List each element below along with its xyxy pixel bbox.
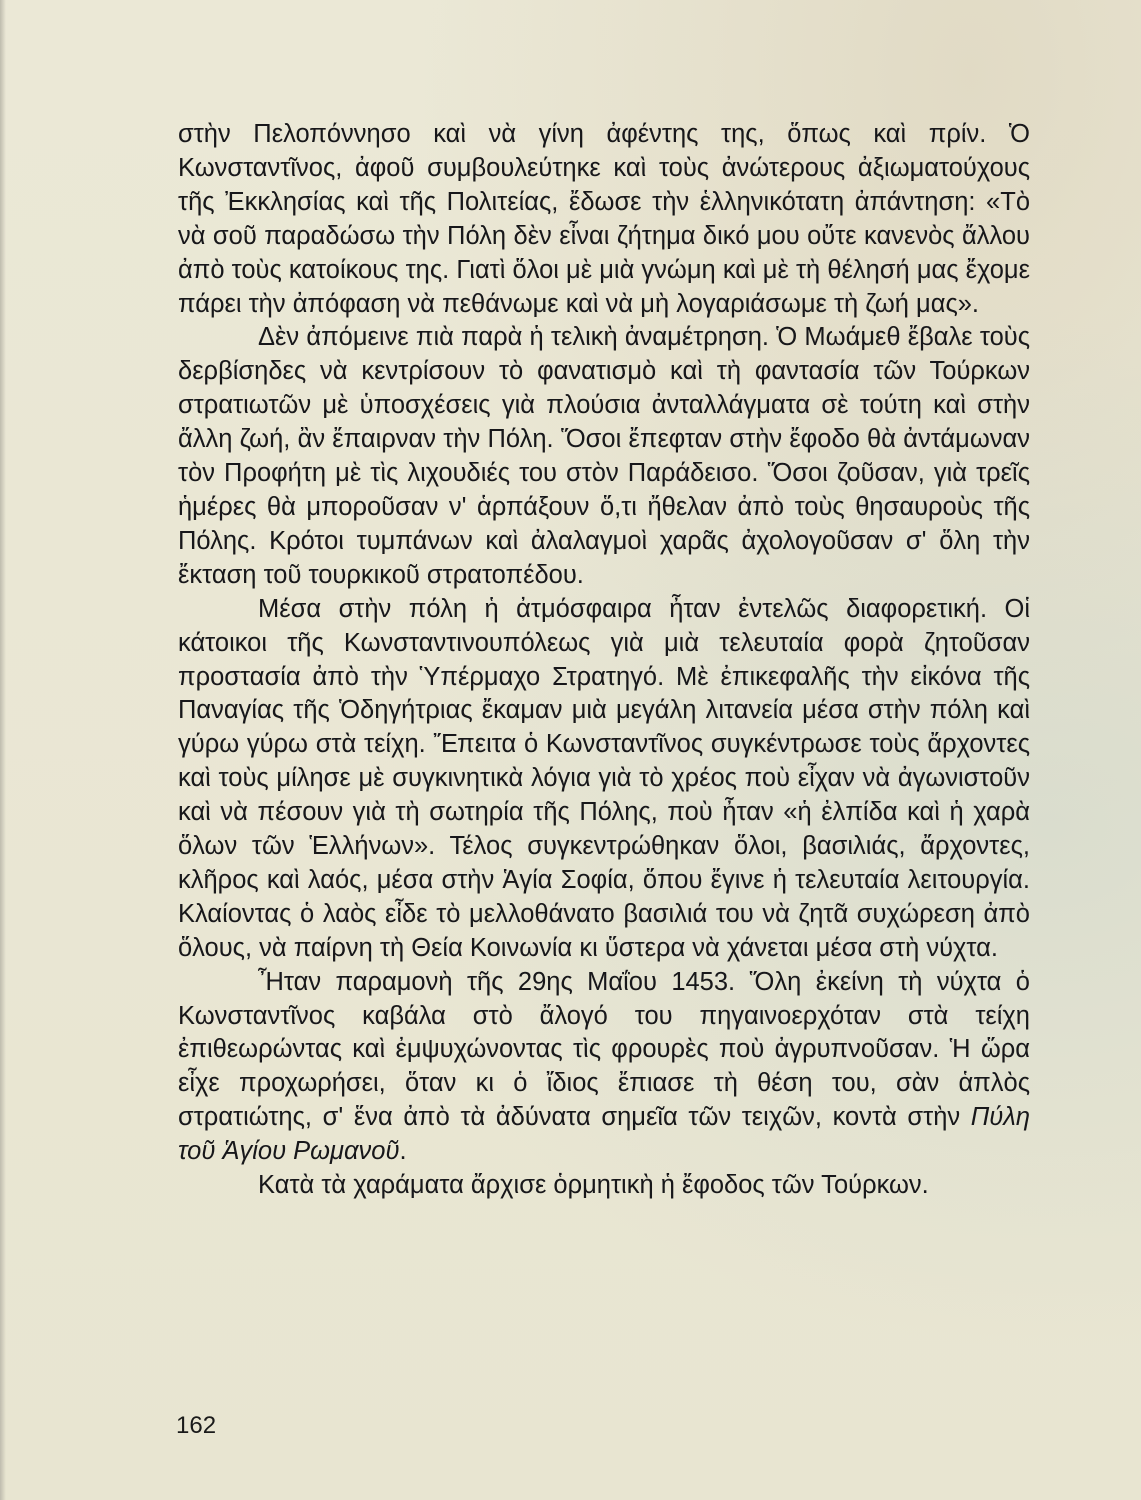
body-text — [178, 118, 1030, 1203]
paragraph-4-after: . — [399, 1137, 407, 1166]
paragraph-4 — [178, 966, 1030, 1169]
paragraph-1: στὴν Πελοπόννησο καὶ νὰ γίνη ἀφέντης της, ὅπως καὶ πρίν. Ὁ Κωνσταντῖνος, ἀφοῦ συμβουλεύτηκε καὶ τοὺς ἀνώτερους ἀξιωματούχους τῆς Ἐκκλησίας καὶ τῆς Πολιτείας, ἔδωσε τὴν ἑλληνικότατη ἀπάντηση: «Τὸ νὰ σοῦ παραδώσω τὴν Πόλη δὲν εἶναι ζήτημα δικό μου οὔτε κανενὸς ἄλλου ἀπὸ τοὺς κατοίκους της. Γιατὶ ὅλοι μὲ μιὰ γνώμη καὶ μὲ τὴ θέλησή μας ἔχομε πάρει τὴν ἀπόφαση νὰ πεθάνωμε καὶ νὰ μὴ λογαριάσωμε τὴ ζωή μας». — [178, 120, 1030, 318]
page-edge-shadow — [0, 0, 6, 1500]
page-number: 162 — [176, 1412, 217, 1439]
paragraph-5: Κατὰ τὰ χαράματα ἄρχισε ὁρμητικὴ ἡ ἔφοδος τῶν Τούρκων. — [258, 1171, 929, 1200]
paragraph-3: Μέσα στὴν πόλη ἡ ἀτμόσφαιρα ἦταν ἐντελῶς διαφορετική. Οἱ κάτοικοι τῆς Κωνσταντινουπόλεως γιὰ μιὰ τελευταία φορὰ ζητοῦσαν προστασία ἀπὸ τὴν Ὑπέρμαχο Στρατηγό. Μὲ ἐπικεφαλῆς τὴν εἰκόνα τῆς Παναγίας τῆς Ὁδηγήτριας ἔκαμαν μιὰ μεγάλη λιτανεία μέσα στὴν πόλη καὶ γύρω γύρω στὰ τείχη. Ἔπειτα ὁ Κωνσταντῖνος συγκέντρωσε τοὺς ἄρχοντες καὶ τοὺς μίλησε μὲ συγκινητικὰ λόγια γιὰ τὸ χρέος ποὺ εἶχαν νὰ ἀγωνιστοῦν καὶ νὰ πέσουν γιὰ τὴ σωτηρία τῆς Πόλης, ποὺ ἦταν «ἡ ἐλπίδα καὶ ἡ χαρὰ ὅλων τῶν Ἑλλήνων». Τέλος συγκεντρώθηκαν ὅλοι, βασιλιάς, ἄρχοντες, κλῆρος καὶ λαός, μέσα στὴν Ἁγία Σοφία, ὅπου ἔγινε ἡ τελευταία λειτουργία. Κλαίοντας ὁ λαὸς εἶδε τὸ μελλοθάνατο βασιλιά του νὰ ζητᾶ συχώρεση ἀπὸ ὅλους, νὰ παίρνη τὴ Θεία Κοινωνία κι ὕστερα νὰ χάνεται μέσα στὴ νύχτα. — [178, 594, 1030, 962]
paragraph-4-italic: Πύλη τοῦ Ἁγίου Ρωμανοῦ — [178, 1103, 1031, 1166]
paragraph-4-text: Ἦταν παραμονὴ τῆς 29ης Μαΐου 1453. Ὅλη ἐκείνη τὴ νύχτα ὁ Κωνσταντῖνος καβάλα στὸ ἄλογό του πηγαινοερχόταν στὰ τείχη ἐπιθεωρώντας καὶ ἐμψυχώνοντας τὶς φρουρὲς ποὺ ἀγρυπνοῦσαν. Ἡ ὥρα εἶχε προχωρήσει, ὅταν κι ὁ ἴδιος ἔπιασε τὴ θέση του, σὰν ἁπλὸς στρατιώτης, σ' ἕνα ἀπὸ τὰ ἀδύνατα σημεῖα τῶν τειχῶν, κοντὰ στὴν — [178, 967, 1030, 1132]
paragraph-2: Δὲν ἀπόμεινε πιὰ παρὰ ἡ τελικὴ ἀναμέτρηση. Ὁ Μωάμεθ ἔβαλε τοὺς δερβίσηδες νὰ κεντρίσουν τὸ φανατισμὸ καὶ τὴ φαντασία τῶν Τούρκων στρατιωτῶν μὲ ὑποσχέσεις γιὰ πλούσια ἀνταλλάγματα σὲ τούτη καὶ στὴν ἄλλη ζωή, ἂν ἔπαιρναν τὴν Πόλη. Ὅσοι ἔπεφταν στὴν ἔφοδο θὰ ἀντάμωναν τὸν Προφήτη μὲ τὶς λιχουδιές του στὸν Παράδεισο. Ὅσοι ζοῦσαν, γιὰ τρεῖς ἡμέρες θὰ μποροῦσαν ν' ἁρπάξουν ὅ,τι ἤθελαν ἀπὸ τοὺς θησαυροὺς τῆς Πόλης. Κρότοι τυμπάνων καὶ ἀλαλαγμοὶ χαρᾶς ἀχολογοῦσαν σ' ὅλη τὴν ἔκταση τοῦ τουρκικοῦ στρατοπέδου. — [178, 323, 1030, 589]
